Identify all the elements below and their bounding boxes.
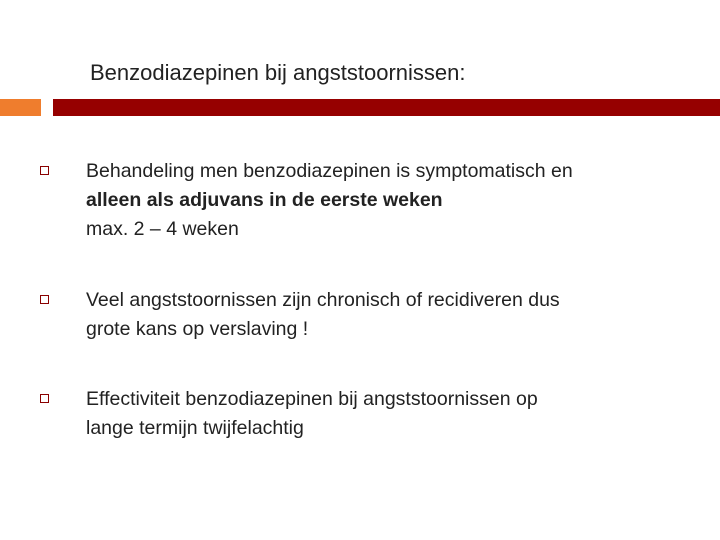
bullet-text [86,157,686,244]
hollow-square-icon [40,166,49,175]
bullet-text [86,385,686,443]
hollow-square-icon [40,394,49,403]
bullet-text [86,286,686,344]
bullet-line: Behandeling men benzodiazepinen is symptomatisch en [86,160,573,182]
bullet-line-bold: alleen als adjuvans in de eerste weken [86,189,443,211]
bullet-line: Effectiviteit benzodiazepinen bij angststoornissen op [86,388,538,410]
hollow-square-icon [40,295,49,304]
bullet-line: lange termijn twijfelachtig [86,417,304,439]
slide-title: Benzodiazepinen bij angststoornissen: [90,60,466,85]
bullet-line: grote kans op verslaving ! [86,318,309,340]
bullet-line: max. 2 – 4 weken [86,218,239,240]
bullet-line: Veel angststoornissen zijn chronisch of recidiveren dus [86,289,560,311]
